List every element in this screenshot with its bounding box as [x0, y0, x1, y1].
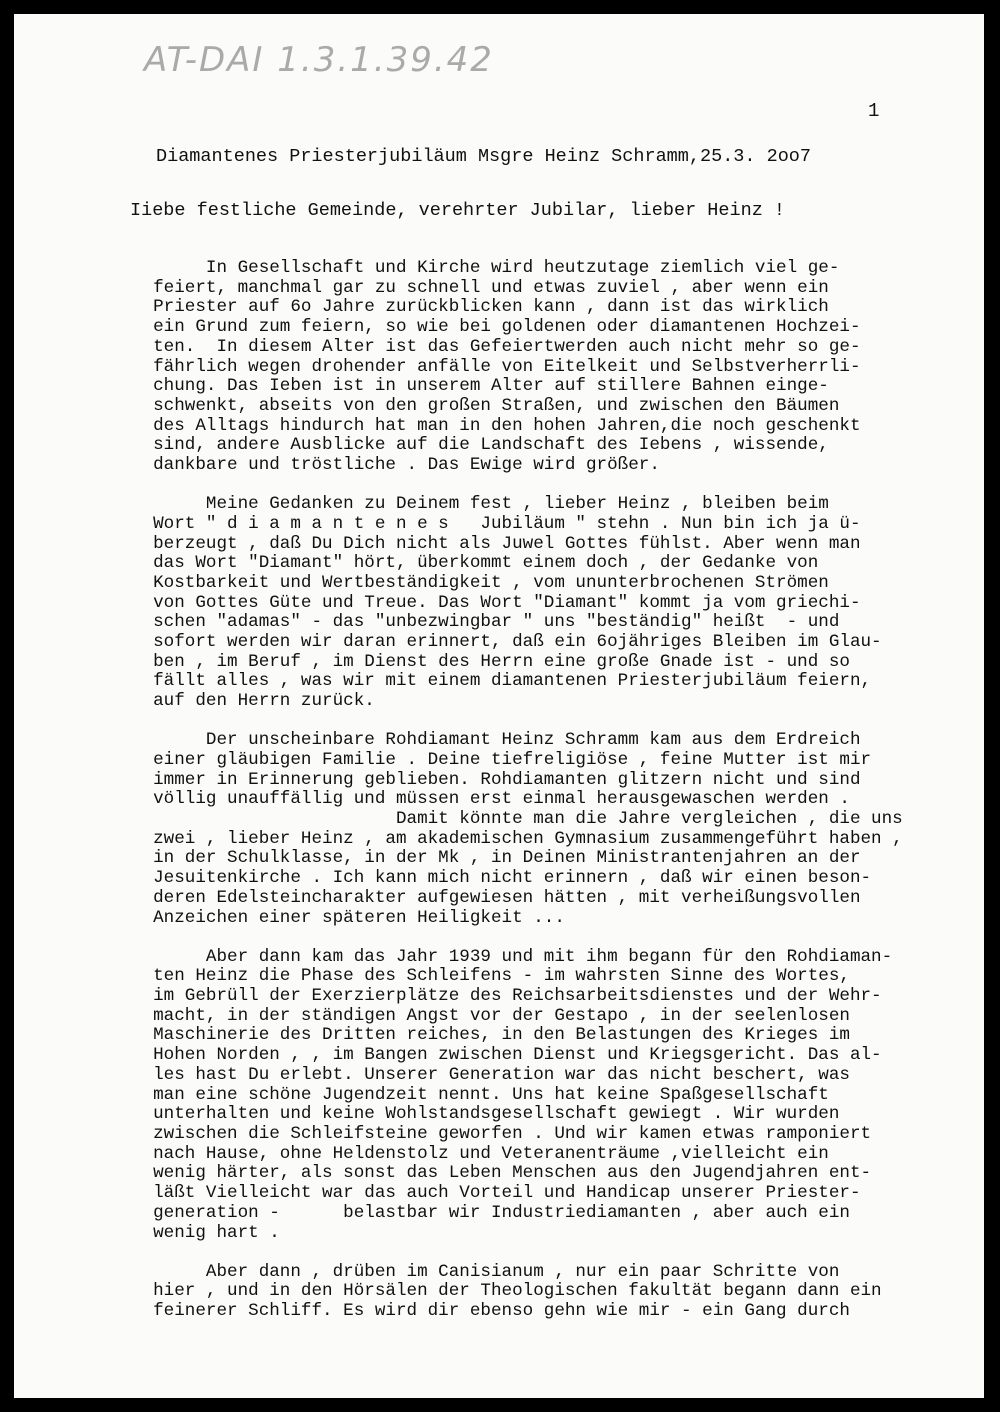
- text-line: In Gesellschaft und Kirche wird heutzutage ziemlich viel ge-: [132, 258, 840, 278]
- text-line: schwenkt, abseits von den großen Straßen, und zwischen den Bäumen: [132, 395, 840, 416]
- paragraph: [132, 1263, 982, 1322]
- text-line: ten Heinz die Phase des Schleifens - im wahrsten Sinne des Wortes,: [132, 966, 850, 987]
- text-line: von Gottes Güte und Treue. Das Wort "Diamant" kommt ja vom griechi-: [132, 592, 861, 613]
- archive-signature-handwritten: AT-DAI 1.3.1.39.42: [144, 40, 494, 80]
- paragraph: [132, 495, 982, 712]
- paragraph: [132, 948, 982, 1244]
- text-line: Jesuitenkirche . Ich kann mich nicht erinnern , daß wir einen beson-: [132, 868, 872, 889]
- text-line: zwischen die Schleifsteine geworfen . Und wir kamen etwas ramponiert: [132, 1124, 872, 1144]
- text-line: ben , im Beruf , im Dienst des Herrn eine große Gnade ist - und so: [132, 651, 850, 672]
- text-line: wenig hart .: [132, 1222, 280, 1243]
- text-line: unterhalten und keine Wohlstandsgesellschaft gewiegt . Wir wurden: [132, 1104, 840, 1125]
- text-line: das Wort "Diamant" hört, überkommt einem doch , der Gedanke von: [132, 553, 819, 574]
- text-line: feinerer Schliff. Es wird dir ebenso gehn wie mir - ein Gang durch: [132, 1301, 850, 1322]
- page-number: 1: [868, 100, 880, 122]
- text-line: chung. Das Ieben ist in unserem Alter auf stillere Bahnen einge-: [132, 376, 829, 397]
- text-line: Aber dann kam das Jahr 1939 und mit ihm begann für den Rohdiaman-: [132, 946, 893, 967]
- text-line: Anzeichen einer späteren Heiligkeit ...: [132, 907, 565, 928]
- text-line: fährlich wegen drohender anfälle von Eitelkeit und Selbstverherrli-: [132, 356, 861, 377]
- text-line: hier , und in den Hörsälen der Theologischen fakultät begann dann ein: [132, 1281, 882, 1302]
- text-line: dankbare und tröstliche . Das Ewige wird größer.: [132, 455, 660, 476]
- text-line: feiert, manchmal gar zu schnell und etwas zuviel , aber wenn ein: [132, 277, 829, 298]
- text-line: läßt Vielleicht war das auch Vorteil und Handicap unserer Priester-: [132, 1183, 861, 1204]
- document-page: [14, 14, 984, 1398]
- text-line: wenig härter, als sonst das Leben Menschen aus den Jugendjahren ent-: [132, 1163, 872, 1184]
- text-line: auf den Herrn zurück.: [132, 691, 375, 712]
- text-line: Kostbarkeit und Wertbeständigkeit , vom ununterbrochenen Strömen: [132, 572, 829, 593]
- text-line: Aber dann , drüben im Canisianum , nur ein paar Schritte von: [132, 1261, 840, 1282]
- text-line: deren Edelsteincharakter aufgewiesen hätten , mit verheißungsvollen: [132, 887, 861, 908]
- paragraph: [132, 731, 982, 928]
- text-line: les hast Du erlebt. Unserer Generation war das nicht beschert, was: [132, 1064, 850, 1085]
- text-line: Hohen Norden , , im Bangen zwischen Dienst und Kriegsgericht. Das al-: [132, 1045, 882, 1066]
- text-line: ein Grund zum feiern, so wie bei goldenen oder diamantenen Hochzei-: [132, 317, 861, 338]
- text-line: fällt alles , was wir mit einem diamantenen Priesterjubiläum feiern,: [132, 671, 872, 692]
- text-line: zwei , lieber Heinz , am akademischen Gymnasium zusammengeführt haben ,: [132, 828, 903, 849]
- text-line: schen "adamas" - das "unbezwingbar " uns "beständig" heißt - und: [132, 612, 840, 633]
- text-line: des Alltags hindurch hat man in den hohen Jahren,die noch geschenkt: [132, 415, 861, 436]
- paragraph: [132, 259, 982, 476]
- text-line: immer in Erinnerung geblieben. Rohdiamanten glitzern nicht und sind: [132, 769, 861, 790]
- text-line: sofort werden wir daran erinnert, daß ein 6ojähriges Bleiben im Glau-: [132, 632, 882, 653]
- text-line: generation - belastbar wir Industriediamanten , aber auch ein: [132, 1202, 850, 1223]
- text-line: Maschinerie des Dritten reiches, in den Belastungen des Krieges im: [132, 1025, 850, 1046]
- text-line: völlig unauffällig und müssen erst einmal herausgewaschen werden .: [132, 789, 850, 810]
- text-line: Meine Gedanken zu Deinem fest , lieber Heinz , bleiben beim: [132, 494, 829, 515]
- text-line: einer gläubigen Familie . Deine tiefreligiöse , feine Mutter ist mir: [132, 749, 872, 770]
- letter-body: [132, 259, 982, 1341]
- text-line: in der Schulklasse, in der Mk , in Deinen Ministrantenjahren an der: [132, 848, 861, 869]
- text-line: im Gebrüll der Exerzierplätze des Reichsarbeitsdienstes und der Wehr-: [132, 986, 882, 1007]
- text-line: Der unscheinbare Rohdiamant Heinz Schramm kam aus dem Erdreich: [132, 730, 861, 751]
- document-title: Diamantenes Priesterjubiläum Msgre Heinz Schramm,25.3. 2oo7: [156, 146, 812, 167]
- text-line: man eine schöne Jugendzeit nennt. Uns hat keine Spaßgesellschaft: [132, 1084, 829, 1105]
- salutation: Iiebe festliche Gemeinde, verehrter Jubilar, lieber Heinz !: [130, 200, 786, 221]
- text-line: Priester auf 6o Jahre zurückblicken kann , dann ist das wirklich: [132, 297, 829, 318]
- text-line: Wort " d i a m a n t e n e s Jubiläum " stehn . Nun bin ich ja ü-: [132, 513, 861, 534]
- text-line: ten. In diesem Alter ist das Gefeiertwerden auch nicht mehr so ge-: [132, 336, 861, 357]
- text-line: sind, andere Ausblicke auf die Landschaft des Iebens , wissende,: [132, 435, 829, 456]
- text-line: macht, in der ständigen Angst vor der Gestapo , in der seelenlosen: [132, 1005, 850, 1026]
- text-line: nach Hause, ohne Heldenstolz und Veteranenträume ,vielleicht ein: [132, 1143, 829, 1164]
- text-line: berzeugt , daß Du Dich nicht als Juwel Gottes fühlst. Aber wenn man: [132, 533, 861, 554]
- text-line: Damit könnte man die Jahre vergleichen , die uns: [132, 809, 903, 830]
